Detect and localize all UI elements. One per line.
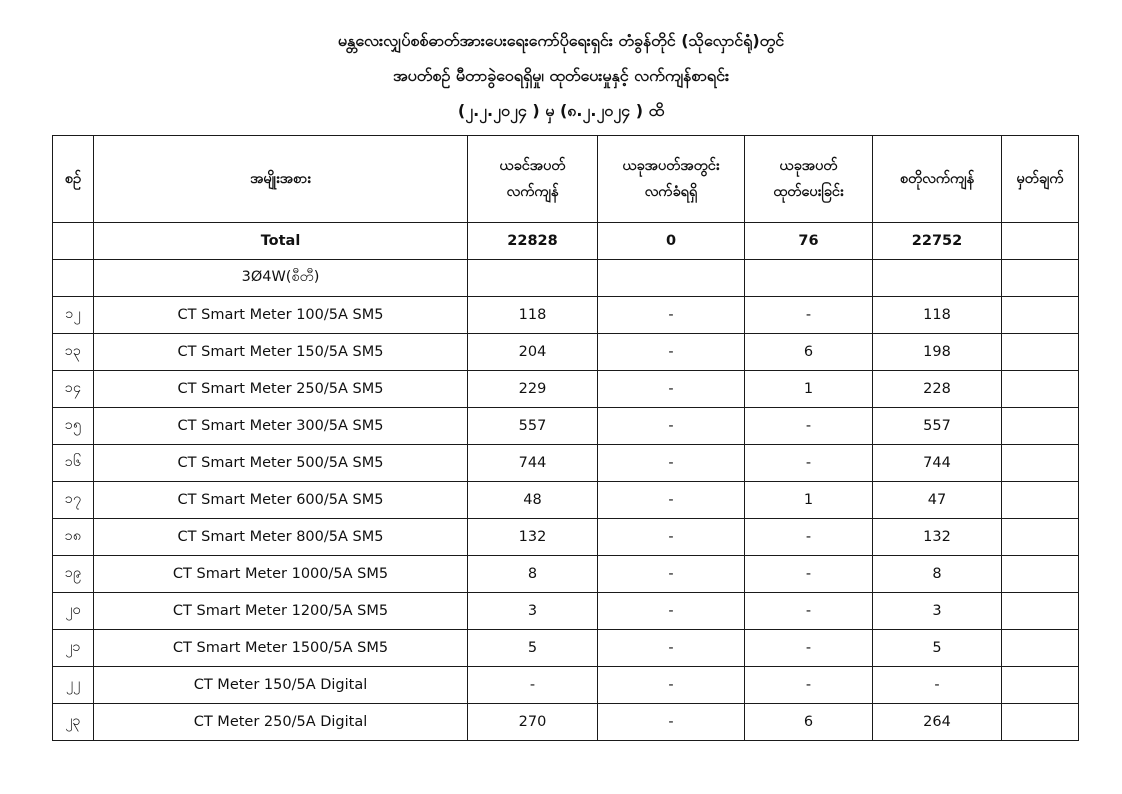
table-row	[53, 630, 1079, 667]
header-remark: မှတ်ချက်	[1002, 136, 1079, 223]
row-issued: -	[745, 519, 873, 556]
table-row	[53, 408, 1079, 445]
row-issued: 1	[745, 371, 873, 408]
report-title-line-2: အပတ်စဉ် မီတာခွဲဝေရရှိမှု၊ ထုတ်ပေးမှုနှင့် လက်ကျန်စာရင်း	[392, 66, 730, 85]
row-remark	[1002, 519, 1079, 556]
row-previous-balance: 744	[468, 445, 598, 482]
row-received: -	[598, 445, 745, 482]
row-remark	[1002, 445, 1079, 482]
row-serial-no: ၂၁	[53, 630, 94, 667]
row-store-balance: 8	[873, 556, 1002, 593]
header-previous-balance-line-1: ယခင်အပတ်	[499, 158, 566, 174]
row-previous-balance: 5	[468, 630, 598, 667]
row-previous-balance: 270	[468, 704, 598, 741]
row-previous-balance: 229	[468, 371, 598, 408]
total-store-balance: 22752	[873, 223, 1002, 260]
row-received: -	[598, 297, 745, 334]
section-empty-cell	[598, 260, 745, 297]
row-meter-type: CT Meter 150/5A Digital	[94, 667, 468, 704]
row-previous-balance: 3	[468, 593, 598, 630]
header-store-balance: စတိုလက်ကျန်	[873, 136, 1002, 223]
row-received: -	[598, 593, 745, 630]
row-previous-balance: 557	[468, 408, 598, 445]
row-serial-no: ၂၃	[53, 704, 94, 741]
row-remark	[1002, 482, 1079, 519]
row-previous-balance: 118	[468, 297, 598, 334]
table-row	[53, 297, 1079, 334]
row-store-balance: 198	[873, 334, 1002, 371]
row-store-balance: 557	[873, 408, 1002, 445]
table-row	[53, 334, 1079, 371]
row-serial-no: ၁၅	[53, 408, 94, 445]
row-serial-no: ၂၂	[53, 667, 94, 704]
section-empty-cell	[745, 260, 873, 297]
row-previous-balance: 204	[468, 334, 598, 371]
table-header-row	[53, 136, 1079, 223]
row-serial-no: ၁၄	[53, 371, 94, 408]
table-row	[53, 704, 1079, 741]
section-empty-cell	[468, 260, 598, 297]
row-remark	[1002, 593, 1079, 630]
row-meter-type: CT Smart Meter 1200/5A SM5	[94, 593, 468, 630]
row-serial-no: ၁၉	[53, 556, 94, 593]
row-meter-type: CT Smart Meter 150/5A SM5	[94, 334, 468, 371]
row-received: -	[598, 704, 745, 741]
header-issued-line-1: ယခုအပတ်	[779, 158, 838, 174]
row-remark	[1002, 667, 1079, 704]
header-previous-balance-line-2: လက်ကျန်	[506, 184, 559, 200]
total-remark	[1002, 223, 1079, 260]
row-store-balance: 5	[873, 630, 1002, 667]
section-empty-cell	[873, 260, 1002, 297]
row-previous-balance: 132	[468, 519, 598, 556]
row-previous-balance: 48	[468, 482, 598, 519]
row-issued: 1	[745, 482, 873, 519]
row-serial-no: ၁၃	[53, 334, 94, 371]
row-issued: -	[745, 593, 873, 630]
row-serial-no: ၁၇	[53, 482, 94, 519]
row-issued: -	[745, 630, 873, 667]
row-received: -	[598, 519, 745, 556]
total-received: 0	[598, 223, 745, 260]
row-issued: 6	[745, 704, 873, 741]
row-serial-no: ၁၂	[53, 297, 94, 334]
row-meter-type: CT Smart Meter 1000/5A SM5	[94, 556, 468, 593]
row-meter-type: CT Smart Meter 600/5A SM5	[94, 482, 468, 519]
row-received: -	[598, 408, 745, 445]
header-received-line-1: ယခုအပတ်အတွင်း	[622, 158, 720, 174]
report-title-line-1: မန္တလေးလျှပ်စစ်ဓာတ်အားပေးရေးကော်ပိုရေးရှင်း တံခွန်တိုင် (သိုလှောင်ရုံ)တွင်	[337, 31, 785, 50]
row-meter-type: CT Smart Meter 500/5A SM5	[94, 445, 468, 482]
row-issued: -	[745, 297, 873, 334]
row-meter-type: CT Smart Meter 1500/5A SM5	[94, 630, 468, 667]
report-date-range: (၂.၂.၂၀၂၄ ) မှ (၈.၂.၂၀၂၄ ) ထိ	[457, 101, 665, 120]
row-previous-balance: -	[468, 667, 598, 704]
row-meter-type: CT Smart Meter 800/5A SM5	[94, 519, 468, 556]
header-type: အမျိုးအစား	[94, 136, 468, 223]
section-empty-cell	[1002, 260, 1079, 297]
row-store-balance: 118	[873, 297, 1002, 334]
row-previous-balance: 8	[468, 556, 598, 593]
header-issued	[745, 136, 873, 223]
row-received: -	[598, 630, 745, 667]
table-row	[53, 556, 1079, 593]
total-label: Total	[94, 223, 468, 260]
row-remark	[1002, 630, 1079, 667]
table-row	[53, 482, 1079, 519]
row-serial-no: ၂၀	[53, 593, 94, 630]
table-row	[53, 445, 1079, 482]
header-serial-no: စဉ်	[53, 136, 94, 223]
row-remark	[1002, 704, 1079, 741]
header-received-line-2: လက်ခံရရှိ	[644, 184, 698, 200]
row-meter-type: CT Smart Meter 250/5A SM5	[94, 371, 468, 408]
row-issued: -	[745, 556, 873, 593]
row-store-balance: 264	[873, 704, 1002, 741]
row-meter-type: CT Smart Meter 300/5A SM5	[94, 408, 468, 445]
total-serial-cell	[53, 223, 94, 260]
header-issued-line-2: ထုတ်ပေးခြင်း	[773, 184, 844, 200]
row-store-balance: 3	[873, 593, 1002, 630]
row-remark	[1002, 408, 1079, 445]
row-store-balance: 228	[873, 371, 1002, 408]
total-previous-balance: 22828	[468, 223, 598, 260]
row-store-balance: 132	[873, 519, 1002, 556]
section-label: 3Ø4W(စီတီ)	[94, 260, 468, 297]
row-serial-no: ၁၈	[53, 519, 94, 556]
table-row	[53, 667, 1079, 704]
table-row	[53, 519, 1079, 556]
header-received	[598, 136, 745, 223]
row-received: -	[598, 334, 745, 371]
row-remark	[1002, 556, 1079, 593]
header-previous-balance	[468, 136, 598, 223]
row-issued: -	[745, 445, 873, 482]
row-issued: 6	[745, 334, 873, 371]
row-received: -	[598, 556, 745, 593]
table-row	[53, 371, 1079, 408]
table-row	[53, 593, 1079, 630]
row-remark	[1002, 297, 1079, 334]
row-meter-type: CT Meter 250/5A Digital	[94, 704, 468, 741]
total-issued: 76	[745, 223, 873, 260]
row-store-balance: -	[873, 667, 1002, 704]
row-issued: -	[745, 408, 873, 445]
section-serial-cell	[53, 260, 94, 297]
row-received: -	[598, 667, 745, 704]
row-store-balance: 744	[873, 445, 1002, 482]
section-row	[53, 260, 1079, 297]
row-received: -	[598, 482, 745, 519]
row-store-balance: 47	[873, 482, 1002, 519]
row-remark	[1002, 371, 1079, 408]
row-meter-type: CT Smart Meter 100/5A SM5	[94, 297, 468, 334]
row-serial-no: ၁၆	[53, 445, 94, 482]
row-issued: -	[745, 667, 873, 704]
row-received: -	[598, 371, 745, 408]
meter-stock-table	[52, 135, 1079, 741]
total-row	[53, 223, 1079, 260]
row-remark	[1002, 334, 1079, 371]
